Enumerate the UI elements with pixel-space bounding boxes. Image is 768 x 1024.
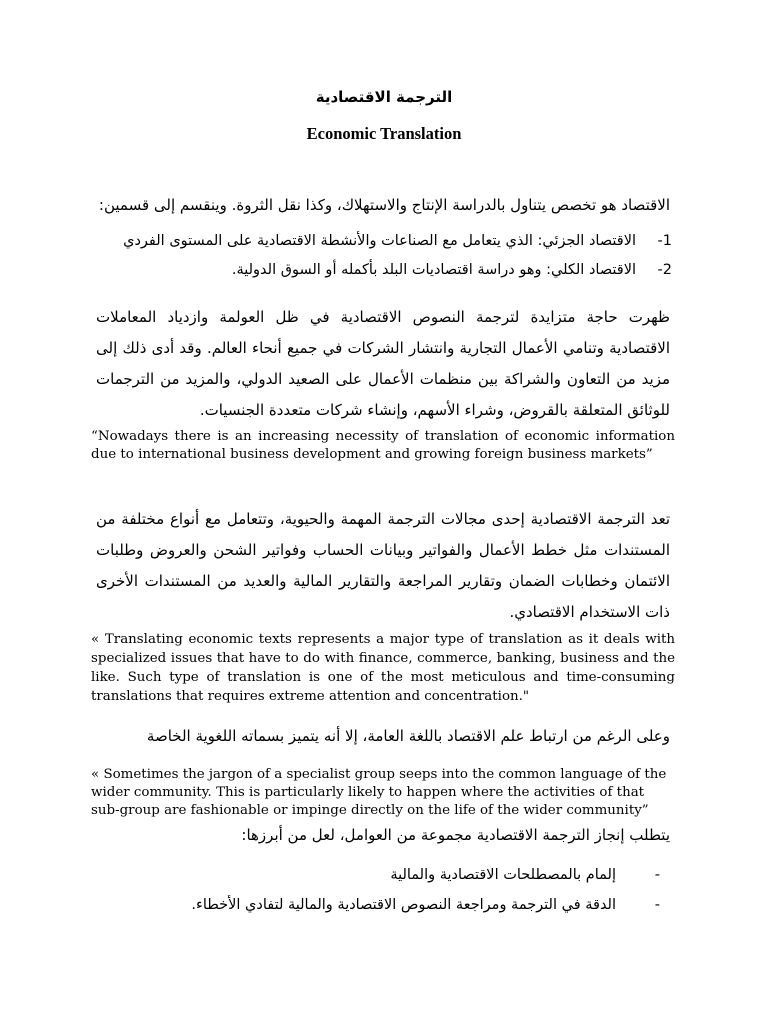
paragraph-document-types: تعد الترجمة الاقتصادية إحدى مجالات الترجمة المهمة والحيوية، وتتعامل مع أنواع مختلفة من المستندات مثل خطط الأعمال والفواتير وبيانات الحساب وفواتير الشحن والعروض وطلبات الائتمان وخطابات الضمان وتقارير المراجعة والتقارير المالية والعديد من المستندات الأخرى ذات الاستخدام الاقتصادي. [96,510,670,621]
bullet-list-item [191,897,660,913]
paragraph-globalization: ظهرت حاجة متزايدة لترجمة النصوص الاقتصادية في ظل العولمة وازدياد المعاملات الاقتصادية وتنامي الأعمال التجارية وانتشار الشركات في جميع أنحاء العالم. وقد أدى ذلك إلى مزيد من التعاون والشراكة بين منظمات الأعمال على الصعيد الدولي، والمزيد من الترجمات للوثائق المتعلقة بالقروض، وشراء الأسهم، وإنشاء شركات متعددة الجنسيات. [96,308,670,419]
intro-paragraph: الاقتصاد هو تخصص يتناول بالدراسة الإنتاج والاستهلاك، وكذا نقل الثروة. وينقسم إلى قسمين: [98,196,670,214]
bullet-list-item [390,867,660,883]
english-quote-2: « Translating economic texts represents a major type of translation as it deals with specialized issues that have to do with finance, commerce, banking, business and the like. Such type of translation is one of the most meticulous and time-consuming translations that requires extreme attention and concentration." [91,632,675,704]
paragraph-language-features: وعلى الرغم من ارتباط علم الاقتصاد باللغة العامة، إلا أنه يتميز بسماته اللغوية الخاصة [146,727,670,745]
list-item-text: إلمام بالمصطلحات الاقتصادية والمالية [390,867,616,883]
title-english: Economic Translation [306,124,462,143]
paragraph-requirements: يتطلب إنجاز الترجمة الاقتصادية مجموعة من العوامل، لعل من أبرزها: [241,826,670,844]
list-number: 1- [657,233,672,249]
list-item-text: الاقتصاد الجزئي: الذي يتعامل مع الصناعات والأنشطة الاقتصادية على المستوى الفردي [123,233,636,249]
list-number: 2- [657,262,672,278]
list-dash: - [654,867,660,883]
list-item-text: الاقتصاد الكلي: وهو دراسة اقتصاديات البلد بأكمله أو السوق الدولية. [231,262,636,278]
english-quote-3: « Sometimes the jargon of a specialist group seeps into the common language of the wider community. This is particularly likely to happen where the activities of that sub-group are fashionable or impinge directly on the life of the wider community” [91,767,667,818]
numbered-list-item [123,233,672,249]
list-dash: - [654,897,660,913]
numbered-list-item [232,262,672,278]
title-arabic: الترجمة الاقتصادية [315,88,453,106]
list-item-text: الدقة في الترجمة ومراجعة النصوص الاقتصادية والمالية لتفادي الأخطاء. [191,897,616,913]
english-quote-1: “Nowadays there is an increasing necessity of translation of economic information due to international business development and growing foreign business markets” [91,429,675,462]
